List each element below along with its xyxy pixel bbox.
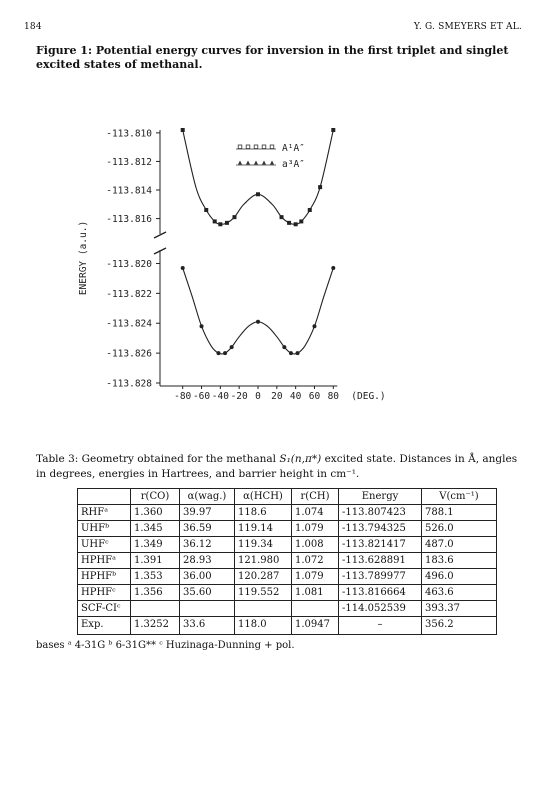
table-body: [78, 505, 497, 635]
y-tick-label: -113.810: [106, 128, 152, 140]
data-point: [200, 324, 204, 328]
potential-energy-chart: [76, 118, 456, 408]
x-tick-label: 40: [289, 391, 302, 402]
data-point: [282, 345, 286, 349]
table-cell: 1.353: [131, 569, 180, 585]
legend-marker: [262, 145, 266, 149]
table-cell: -113.816664: [339, 585, 422, 601]
column-header: α(HCH): [235, 489, 292, 505]
running-head: Y. G. SMEYERS ET AL.: [413, 22, 522, 32]
table-cell: 1.079: [292, 569, 339, 585]
table-cell: -113.628891: [339, 553, 422, 569]
data-point: [256, 320, 260, 324]
data-point: [230, 345, 234, 349]
table-row: [78, 585, 497, 601]
table-cell: 393.37: [422, 601, 497, 617]
table-cell: [180, 601, 235, 617]
table-cell: 33.6: [180, 617, 235, 635]
legend-entry: a³A″: [282, 159, 305, 170]
y-tick-label: -113.822: [106, 288, 152, 300]
row-label: HPHFᵃ: [78, 553, 131, 569]
data-point: [232, 215, 236, 219]
legend-marker: [254, 161, 258, 165]
table-cell: [235, 601, 292, 617]
y-tick-label: -113.816: [106, 214, 152, 226]
y-tick-label: -113.812: [106, 156, 152, 168]
table-cell: 120.287: [235, 569, 292, 585]
table-row: [78, 601, 497, 617]
table-cell: 1.360: [131, 505, 180, 521]
data-point: [181, 266, 185, 270]
x-tick-label: 80: [327, 391, 340, 402]
table-row: [78, 569, 497, 585]
table-cell: 1.072: [292, 553, 339, 569]
column-header: α(wag.): [180, 489, 235, 505]
column-header: Energy: [339, 489, 422, 505]
legend-marker: [238, 161, 242, 165]
table-footnote: bases ᵃ 4-31G ᵇ 6-31G** ᶜ Huzinaga-Dunning + pol.: [36, 640, 295, 651]
table-cell: 1.0947: [292, 617, 339, 635]
table-cell: 36.59: [180, 521, 235, 537]
table-cell: 1.391: [131, 553, 180, 569]
table-cell: 463.6: [422, 585, 497, 601]
table-cell: -113.821417: [339, 537, 422, 553]
column-header: r(CH): [292, 489, 339, 505]
data-point: [223, 351, 227, 355]
table-cell: 121.980: [235, 553, 292, 569]
row-label: UHFᶜ: [78, 537, 131, 553]
table-caption-pre: Table 3: Geometry obtained for the methanal: [36, 453, 280, 465]
y-tick-label: -113.824: [106, 318, 152, 330]
legend-marker: [270, 161, 274, 165]
data-point: [308, 208, 312, 212]
table-cell: 36.12: [180, 537, 235, 553]
x-tick-label: -80: [174, 391, 192, 402]
legend-marker: [270, 145, 274, 149]
y-tick-label: -113.814: [106, 185, 152, 197]
data-point: [296, 351, 300, 355]
table-cell: 118.0: [235, 617, 292, 635]
table-cell: 487.0: [422, 537, 497, 553]
x-axis-label: (DEG.): [351, 391, 386, 402]
table-cell: [131, 601, 180, 617]
data-point: [331, 266, 335, 270]
data-point: [216, 351, 220, 355]
geometry-table: [77, 488, 497, 635]
table-cell: 1.008: [292, 537, 339, 553]
y-tick-label: -113.828: [106, 378, 152, 390]
data-point: [204, 208, 208, 212]
column-header: [78, 489, 131, 505]
data-point: [213, 219, 217, 223]
y-axis-label: ENERGY (a.u.): [78, 220, 89, 296]
table-cell: 1.345: [131, 521, 180, 537]
data-point: [299, 219, 303, 223]
row-label: Exp.: [78, 617, 131, 635]
data-point: [218, 222, 222, 226]
x-tick-label: -20: [230, 391, 248, 402]
page-number: 184: [24, 22, 42, 32]
table-cell: –: [339, 617, 422, 635]
table-cell: 496.0: [422, 569, 497, 585]
row-label: HPHFᶜ: [78, 585, 131, 601]
row-label: HPHFᵇ: [78, 569, 131, 585]
table-cell: 183.6: [422, 553, 497, 569]
data-point: [181, 128, 185, 132]
legend-marker: [254, 145, 258, 149]
table-cell: -113.794325: [339, 521, 422, 537]
table-caption-post: excited state. Distances in Å, angles in degrees, energies in Hartrees, and barrier height in cm⁻¹.: [36, 453, 518, 480]
table-cell: 356.2: [422, 617, 497, 635]
table-cell: 28.93: [180, 553, 235, 569]
data-point: [287, 221, 291, 225]
row-label: UHFᵇ: [78, 521, 131, 537]
column-header: r(CO): [131, 489, 180, 505]
table-cell: 1.079: [292, 521, 339, 537]
x-tick-label: 60: [308, 391, 321, 402]
row-label: SCF-CIᶜ: [78, 601, 131, 617]
table-cell: 119.34: [235, 537, 292, 553]
table-cell: 119.552: [235, 585, 292, 601]
table-caption-math: S₁(n,π*): [279, 453, 322, 465]
y-tick-label: -113.826: [106, 348, 152, 360]
legend-entry: A¹A″: [282, 143, 305, 154]
table-cell: -114.052539: [339, 601, 422, 617]
table-header-row: [78, 489, 497, 505]
data-point: [289, 351, 293, 355]
table-cell: 39.97: [180, 505, 235, 521]
table-row: [78, 537, 497, 553]
table-cell: -113.789977: [339, 569, 422, 585]
data-point: [331, 128, 335, 132]
legend-marker: [262, 161, 266, 165]
table-cell: 119.14: [235, 521, 292, 537]
table-cell: 526.0: [422, 521, 497, 537]
column-header: V(cm⁻¹): [422, 489, 497, 505]
data-point: [294, 222, 298, 226]
table-cell: 1.349: [131, 537, 180, 553]
data-point: [318, 185, 322, 189]
series-line-triplet: [183, 268, 334, 354]
table-row: [78, 521, 497, 537]
row-label: RHFᵃ: [78, 505, 131, 521]
table-row: [78, 617, 497, 635]
legend-marker: [238, 145, 242, 149]
x-tick-label: -60: [192, 391, 211, 402]
x-tick-label: 20: [271, 391, 283, 402]
table-cell: 1.356: [131, 585, 180, 601]
table-row: [78, 553, 497, 569]
legend-marker: [246, 161, 250, 165]
table-cell: 1.081: [292, 585, 339, 601]
table-cell: 118.6: [235, 505, 292, 521]
data-point: [225, 221, 229, 225]
table-cell: -113.807423: [339, 505, 422, 521]
x-tick-label: 0: [255, 391, 261, 402]
table-cell: 788.1: [422, 505, 497, 521]
table-caption: [36, 452, 522, 482]
data-point: [256, 192, 260, 196]
table-row: [78, 505, 497, 521]
table-cell: 35.60: [180, 585, 235, 601]
y-tick-label: -113.820: [106, 258, 152, 270]
figure-caption: Figure 1: Potential energy curves for inversion in the first triplet and singlet excited states of methanal.: [36, 44, 509, 71]
table-cell: 1.074: [292, 505, 339, 521]
x-tick-label: -40: [211, 391, 229, 402]
legend-marker: [246, 145, 250, 149]
table-cell: 36.00: [180, 569, 235, 585]
data-point: [280, 215, 284, 219]
table-cell: 1.3252: [131, 617, 180, 635]
data-point: [312, 324, 316, 328]
table-cell: [292, 601, 339, 617]
